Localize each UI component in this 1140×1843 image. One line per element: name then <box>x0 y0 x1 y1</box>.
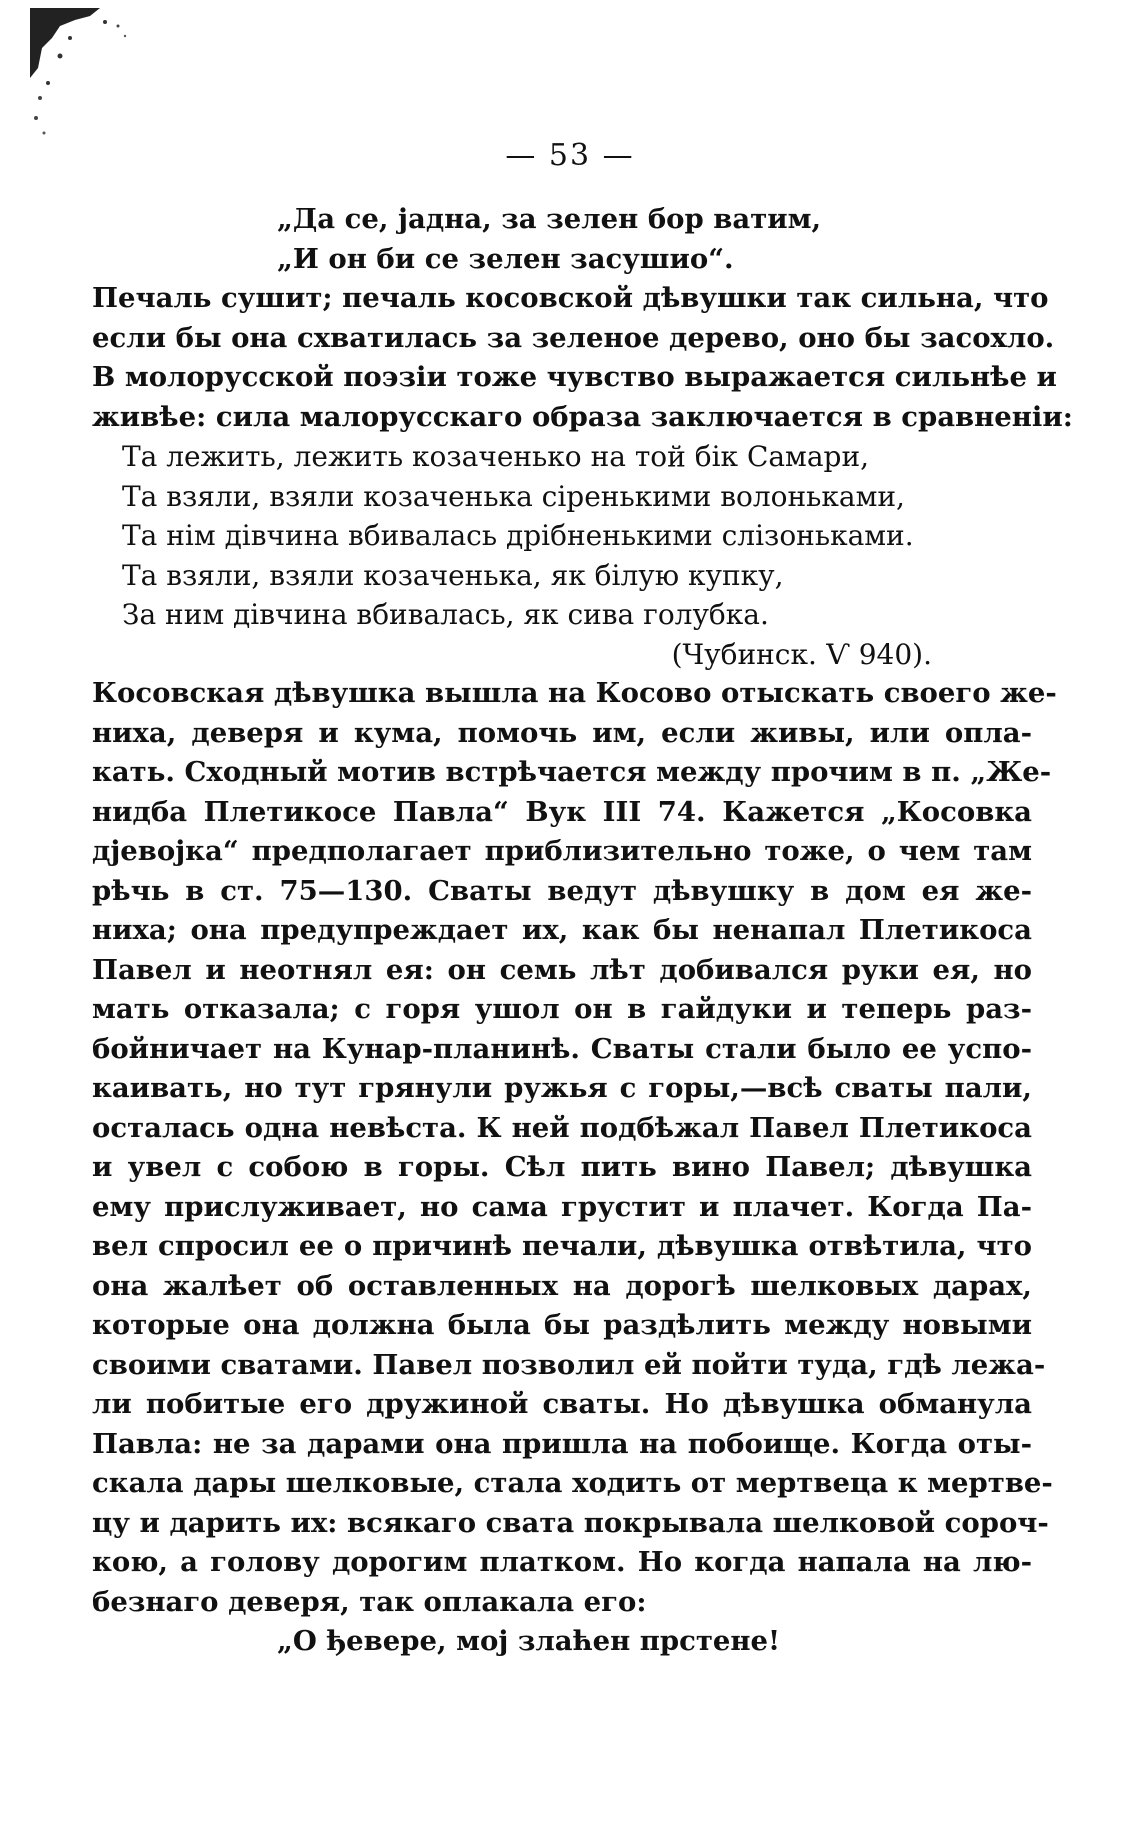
text-line: каивать, но тут грянули ружья с горы,—всѣ сваты пали, <box>92 1072 1032 1104</box>
text-line: Та нім дівчина вбивалась дрібненькими слізоньками. <box>122 519 914 552</box>
text-line: если бы она схватилась за зеленое дерево, оно бы засохло. <box>92 321 1055 354</box>
text-line: ниха; она предупреждает их, как бы ненапал Плетикоса <box>92 914 1032 946</box>
text-line: осталась одна невѣста. К ней подбѣжал Павел Плетикоса <box>92 1111 1032 1144</box>
text-line: кою, а голову дорогим платком. Но когда напала на лю- <box>92 1546 1032 1578</box>
text-line: Павел и неотнял ея: он семь лѣт добивался руки ея, но <box>92 953 1032 986</box>
text-line: безнаго деверя, так оплакала его: <box>92 1585 647 1618</box>
text-line: и увел с собою в горы. Сѣл пить вино Павел; дѣвушка <box>92 1151 1032 1183</box>
text-line: нидба Плетикосе Павла“ Вук III 74. Кажется „Косовка <box>92 795 1032 828</box>
text-line: За ним дівчина вбивалась, як сива голубка. <box>122 598 769 631</box>
text-line: живѣе: сила малорусскаго образа заключается в сравненіи: <box>92 400 1073 433</box>
text-line: Косовская дѣвушка вышла на Косово отыскать своего же- <box>92 677 1057 709</box>
text-line: „О ђевере, мој злаћен прстене! <box>277 1625 781 1657</box>
text-line: своими сватами. Павел позволил ей пойти туда, гдѣ лежа- <box>92 1348 1046 1381</box>
text-line: дјевојка“ предполагает приблизительно тоже, о чем там <box>92 835 1032 867</box>
text-line: вел спросил ее о причинѣ печали, дѣвушка отвѣтила, что <box>92 1230 1032 1262</box>
text-line: Павла: не за дарами она пришла на побоище. Когда оты- <box>92 1427 1032 1460</box>
text-line: ли побитые его дружиной сваты. Но дѣвушка обманула <box>92 1388 1032 1420</box>
text-line: „И он би се зелен засушио“. <box>277 242 734 275</box>
text-line: (Чубинск. Ѵ 940). <box>671 637 932 671</box>
text-line: Та взяли, взяли козаченька сіренькими волоньками, <box>122 479 905 513</box>
text-line: бойничает на Кунар-планинѣ. Сваты стали было ее успо- <box>92 1032 1032 1065</box>
text-line: мать отказала; с горя ушол он в гайдуки и теперь раз- <box>92 993 1032 1025</box>
text-line: ниха, деверя и кума, помочь им, если живы, или опла- <box>92 716 1032 749</box>
text-line: Та лежить, лежить козаченько на той бік Самари, <box>122 440 870 473</box>
body-text <box>92 200 1073 1662</box>
text-line: ему прислуживает, но сама грустит и плачет. Когда Па- <box>92 1190 1032 1223</box>
text-line: рѣчь в ст. 75—130. Сваты ведут дѣвушку в дом ея же- <box>92 874 1032 907</box>
text-line: она жалѣет об оставленных на дорогѣ шелковых дарах, <box>92 1269 1032 1302</box>
text-line: „Да се, јадна, за зелен бор ватим, <box>277 203 822 235</box>
text-line: Та взяли, взяли козаченька, як білую купку, <box>122 558 784 592</box>
text-line: Печаль сушит; печаль косовской дѣвушки так сильна, что <box>92 282 1049 314</box>
text-line: которые она должна была бы раздѣлить между новыми <box>92 1309 1032 1341</box>
text-line: кать. Сходный мотив встрѣчается между прочим в п. „Же- <box>92 756 1052 788</box>
text-line: скала дары шелковые, стала ходить от мертвеца к мертве- <box>92 1467 1053 1499</box>
text-line: В молорусской поэзіи тоже чувство выражается сильнѣе и <box>92 361 1057 393</box>
page-corner-speckle <box>30 8 150 158</box>
text-line: цу и дарить их: всякаго свата покрывала шелковой сороч- <box>92 1506 1049 1539</box>
page-number: — 53 — <box>505 138 635 173</box>
